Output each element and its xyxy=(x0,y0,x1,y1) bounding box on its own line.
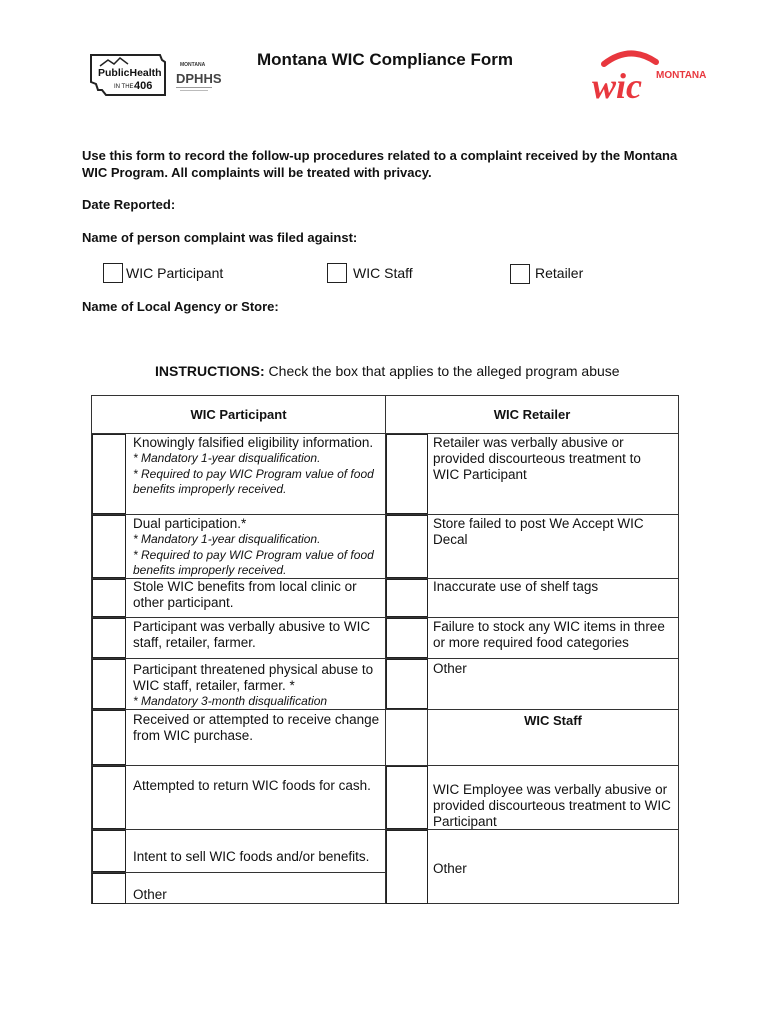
row-line xyxy=(91,658,386,659)
svg-text:wic: wic xyxy=(592,66,642,106)
row-line xyxy=(385,765,679,766)
wic-retailer-header: WIC Retailer xyxy=(493,407,571,422)
participant-cell-text: Participant threatened physical abuse to WIC staff, retailer, farmer. * xyxy=(133,662,374,693)
participant-verbal-abuse-checkbox[interactable] xyxy=(92,618,126,658)
instructions-label: INSTRUCTIONS: xyxy=(155,363,265,379)
participant-cell-note: * Required to pay WIC Program value of food benefits improperly received. xyxy=(133,547,374,577)
retailer-other-checkbox[interactable] xyxy=(386,659,428,709)
svg-text:IN THE: IN THE xyxy=(114,84,134,90)
participant-dual-checkbox[interactable] xyxy=(92,515,126,578)
retailer-verbal-abuse-checkbox[interactable] xyxy=(386,434,428,514)
participant-cell-text: Knowingly falsified eligibility information. xyxy=(133,435,374,450)
participant-cell-text: Intent to sell WIC foods and/or benefits. xyxy=(133,849,370,864)
instructions-text: Check the box that applies to the alleged program abuse xyxy=(264,363,620,379)
row-line xyxy=(91,617,386,618)
retailer-cell-text: Store failed to post We Accept WIC Decal xyxy=(433,516,644,547)
retailer-shelf-tags-checkbox[interactable] xyxy=(386,579,428,617)
participant-falsified-checkbox[interactable] xyxy=(92,434,126,514)
svg-text:DPHHS: DPHHS xyxy=(176,71,222,86)
participant-cell-text: Participant was verbally abusive to WIC staff, retailer, farmer. xyxy=(133,619,371,650)
participant-other-checkbox[interactable] xyxy=(92,873,126,904)
svg-text:MONTANA: MONTANA xyxy=(656,70,707,81)
participant-cell xyxy=(133,887,383,903)
retailer-decal-checkbox[interactable] xyxy=(386,515,428,578)
retailer-cell-text: Inaccurate use of shelf tags xyxy=(433,579,599,594)
participant-cell-text: Received or attempted to receive change from WIC purchase. xyxy=(133,712,380,743)
wic-staff-header: WIC Staff xyxy=(524,713,582,728)
local-agency-label: Name of Local Agency or Store: xyxy=(82,299,279,314)
instructions xyxy=(155,363,620,379)
row-line xyxy=(91,829,386,830)
participant-cell-text: Dual participation.* xyxy=(133,516,247,531)
retailer-cell-text: Failure to stock any WIC items in three or more required food categories xyxy=(433,619,665,650)
row-line xyxy=(91,514,386,515)
svg-text:PublicHealth: PublicHealth xyxy=(98,67,162,79)
participant-return-cash-checkbox[interactable] xyxy=(92,766,126,829)
wic-participant-option-label: WIC Participant xyxy=(126,265,224,281)
participant-stole-checkbox[interactable] xyxy=(92,579,126,617)
participant-cell xyxy=(133,662,383,710)
participant-cell xyxy=(133,435,383,498)
row-line xyxy=(385,514,679,515)
participant-change-checkbox[interactable] xyxy=(92,710,126,765)
row-line xyxy=(385,658,679,659)
participant-cell xyxy=(133,579,383,611)
participant-cell-text: Attempted to return WIC foods for cash. xyxy=(133,778,371,793)
wic-staff-option-label: WIC Staff xyxy=(353,265,413,281)
staff-other-checkbox[interactable] xyxy=(386,830,428,904)
intro-text: Use this form to record the follow-up procedures related to a complaint received by the Montana WIC Program. All complaints will be treated with privacy. xyxy=(82,148,678,180)
staff-verbal-abuse-checkbox[interactable] xyxy=(386,766,428,829)
participant-cell xyxy=(133,619,383,651)
row-line xyxy=(385,709,679,710)
wic-participant-checkbox[interactable] xyxy=(103,263,123,283)
wic-participant-header: WIC Participant xyxy=(190,407,287,422)
svg-text:406: 406 xyxy=(134,80,153,92)
participant-cell xyxy=(133,849,383,865)
row-line xyxy=(91,765,386,766)
staff-cell-text: Other xyxy=(433,861,467,876)
participant-cell xyxy=(133,516,383,579)
participant-cell-text: Stole WIC benefits from local clinic or other participant. xyxy=(133,579,357,610)
row-line xyxy=(385,617,679,618)
row-line xyxy=(91,872,386,873)
retailer-cell-text: Retailer was verbally abusive or provided discourteous treatment to WIC Participant xyxy=(433,435,641,482)
header-row-line xyxy=(91,433,679,434)
svg-text:MONTANA: MONTANA xyxy=(180,62,206,68)
retailer-stock-checkbox[interactable] xyxy=(386,618,428,658)
participant-cell-note: * Mandatory 3-month disqualification xyxy=(133,694,328,708)
participant-cell-note: * Required to pay WIC Program value of food benefits improperly received. xyxy=(133,466,374,496)
wic-staff-checkbox[interactable] xyxy=(327,263,347,283)
retailer-checkbox[interactable] xyxy=(510,264,530,284)
participant-cell-note: * Mandatory 1-year disqualification. xyxy=(133,451,321,465)
participant-sell-checkbox[interactable] xyxy=(92,830,126,872)
page-title: Montana WIC Compliance Form xyxy=(257,50,513,69)
date-reported-label: Date Reported: xyxy=(82,197,176,212)
participant-cell-text: Other xyxy=(133,887,167,902)
staff-cell-text: WIC Employee was verbally abusive or provided discourteous treatment to WIC Participant xyxy=(433,782,671,829)
retailer-option-label: Retailer xyxy=(535,265,584,281)
participant-cell xyxy=(133,712,383,744)
retailer-cell-text: Other xyxy=(433,661,467,676)
participant-threat-checkbox[interactable] xyxy=(92,659,126,709)
participant-cell xyxy=(133,778,383,794)
complaint-against-label: Name of person complaint was filed against: xyxy=(82,230,358,245)
participant-cell-note: * Mandatory 1-year disqualification. xyxy=(133,532,321,546)
